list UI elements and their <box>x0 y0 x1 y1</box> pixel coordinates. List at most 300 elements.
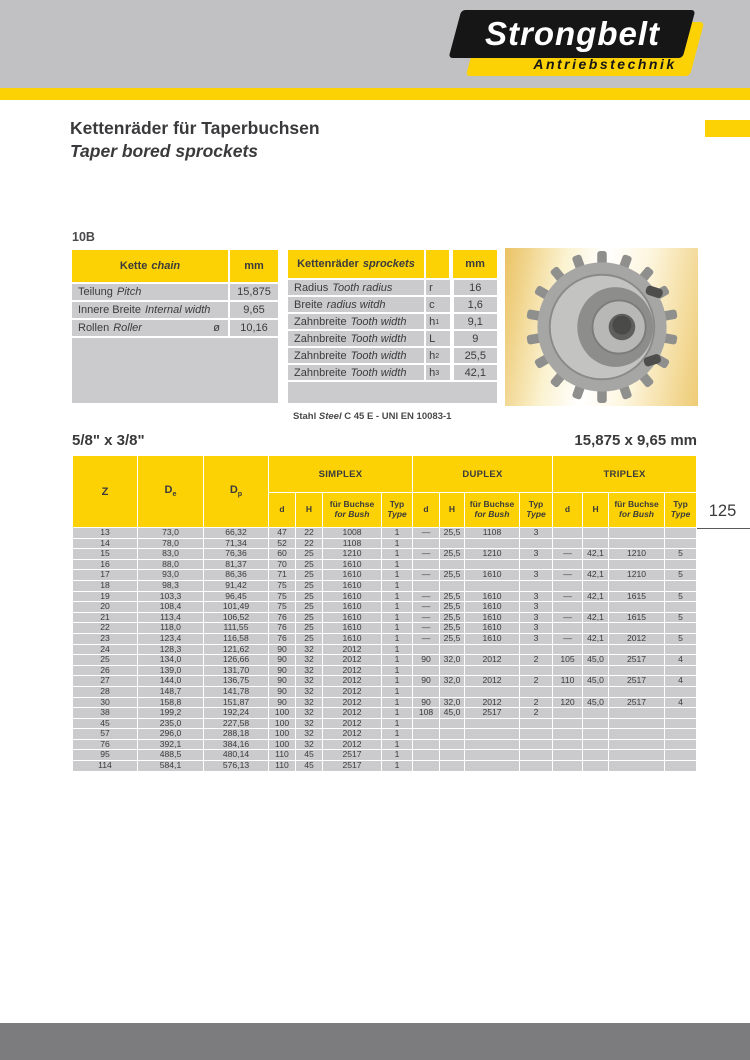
cell: 32,0 <box>440 655 464 665</box>
table-row <box>72 284 278 300</box>
col-typ: Typ Type <box>665 493 696 527</box>
cell: 13 <box>73 528 137 538</box>
cell: 22 <box>73 623 137 633</box>
cell <box>609 645 664 655</box>
cell <box>520 645 552 655</box>
cell <box>520 560 552 570</box>
cell <box>413 729 439 739</box>
cell: 2 <box>520 655 552 665</box>
cell: 90 <box>269 645 295 655</box>
cell: 76 <box>269 613 295 623</box>
cell: 139,0 <box>138 666 203 676</box>
cell: 114 <box>73 761 137 771</box>
cell: 32 <box>296 740 322 750</box>
cell: 32 <box>296 655 322 665</box>
cell <box>583 687 608 697</box>
cell <box>553 581 582 591</box>
cell <box>583 750 608 760</box>
cell: 86,36 <box>204 570 268 580</box>
cell: — <box>553 613 582 623</box>
cell: 392,1 <box>138 740 203 750</box>
cell: 3 <box>520 592 552 602</box>
page-number: 125 <box>708 502 737 520</box>
cell: 100 <box>269 719 295 729</box>
sprocket-illustration <box>526 251 678 403</box>
cell: 110 <box>269 750 295 760</box>
cell: 131,70 <box>204 666 268 676</box>
sprocket-unit-header: mm <box>453 250 497 278</box>
cell: 113,4 <box>138 613 203 623</box>
row-label: Zahnbreite Tooth width <box>288 331 424 346</box>
cell <box>553 687 582 697</box>
table-row <box>72 320 278 336</box>
cell <box>609 761 664 771</box>
cell <box>553 528 582 538</box>
table-row <box>73 655 696 665</box>
col-bush: für Buchse for Bush <box>609 493 664 527</box>
cell: 1 <box>382 729 412 739</box>
table-filler <box>288 382 497 403</box>
table-row <box>73 549 696 559</box>
chain-header-en: chain <box>151 260 181 272</box>
cell <box>465 560 519 570</box>
cell: 2012 <box>323 698 381 708</box>
cell: 25,5 <box>440 602 464 612</box>
cell: 1610 <box>465 592 519 602</box>
row-value: 9 <box>454 331 497 346</box>
table-row <box>73 602 696 612</box>
header-yellow-band <box>0 88 750 100</box>
table-row <box>73 528 696 538</box>
cell <box>665 602 696 612</box>
cell: 90 <box>269 698 295 708</box>
cell <box>465 539 519 549</box>
chain-spec-table <box>72 250 278 403</box>
cell: 1210 <box>323 549 381 559</box>
cell <box>520 729 552 739</box>
cell <box>583 581 608 591</box>
cell <box>413 645 439 655</box>
table-row <box>73 592 696 602</box>
row-label: Zahnbreite Tooth width <box>288 314 424 329</box>
cell <box>413 666 439 676</box>
cell: 296,0 <box>138 729 203 739</box>
cell: 32 <box>296 676 322 686</box>
cell: 2517 <box>323 761 381 771</box>
table-row <box>73 613 696 623</box>
cell <box>465 645 519 655</box>
col-bush: für Buchse for Bush <box>465 493 519 527</box>
logo-black-shape <box>449 10 696 58</box>
cell <box>553 750 582 760</box>
table-filler <box>72 338 278 403</box>
cell <box>553 560 582 570</box>
cell: — <box>413 528 439 538</box>
table-row <box>72 302 278 318</box>
cell: — <box>553 634 582 644</box>
cell: 81,37 <box>204 560 268 570</box>
cell: 76,36 <box>204 549 268 559</box>
cell: 25 <box>296 581 322 591</box>
cell <box>520 539 552 549</box>
cell: 71,34 <box>204 539 268 549</box>
cell: 1210 <box>609 549 664 559</box>
chain-header-de: Kette <box>119 260 148 272</box>
cell <box>413 740 439 750</box>
cell <box>665 623 696 633</box>
cell <box>465 666 519 676</box>
table-row <box>288 314 497 329</box>
cell: 101,49 <box>204 602 268 612</box>
cell: 2517 <box>609 676 664 686</box>
cell: 73,0 <box>138 528 203 538</box>
cell <box>520 666 552 676</box>
cell: 32 <box>296 687 322 697</box>
cell: 1610 <box>465 634 519 644</box>
col-typ: Typ Type <box>382 493 412 527</box>
cell: 25 <box>296 634 322 644</box>
cell: 123,4 <box>138 634 203 644</box>
cell <box>440 740 464 750</box>
row-symbol: c <box>426 297 449 312</box>
col-typ: Typ Type <box>520 493 552 527</box>
cell: 25 <box>296 570 322 580</box>
cell: 3 <box>520 634 552 644</box>
row-label: Radius Tooth radius <box>288 280 424 295</box>
cell: 75 <box>269 581 295 591</box>
cell: 66,32 <box>204 528 268 538</box>
cell <box>440 687 464 697</box>
cell: — <box>413 592 439 602</box>
cell <box>553 761 582 771</box>
cell: 1610 <box>323 634 381 644</box>
cell: 27 <box>73 676 137 686</box>
cell <box>520 581 552 591</box>
row-value: 1,6 <box>454 297 497 312</box>
cell: 1610 <box>323 602 381 612</box>
cell <box>583 761 608 771</box>
cell <box>583 602 608 612</box>
cell: 1 <box>382 719 412 729</box>
cell: 584,1 <box>138 761 203 771</box>
cell <box>665 539 696 549</box>
cell <box>520 687 552 697</box>
cell: 199,2 <box>138 708 203 718</box>
cell: 1610 <box>323 570 381 580</box>
cell <box>609 750 664 760</box>
cell <box>583 645 608 655</box>
col-d: d <box>269 493 295 527</box>
row-label: Zahnbreite Tooth width <box>288 348 424 363</box>
cell: 2012 <box>323 666 381 676</box>
cell: 1615 <box>609 592 664 602</box>
cell: 2 <box>520 708 552 718</box>
cell <box>609 581 664 591</box>
cell: 158,8 <box>138 698 203 708</box>
cell: — <box>413 570 439 580</box>
cell <box>440 729 464 739</box>
cell: 103,3 <box>138 592 203 602</box>
cell: 14 <box>73 539 137 549</box>
cell: — <box>553 549 582 559</box>
cell: 100 <box>269 729 295 739</box>
col-d: d <box>413 493 439 527</box>
cell: 1108 <box>323 539 381 549</box>
cell <box>665 719 696 729</box>
cell <box>665 560 696 570</box>
cell: 25,5 <box>440 549 464 559</box>
page-number-rule <box>697 528 750 529</box>
cell: 1 <box>382 676 412 686</box>
cell <box>665 666 696 676</box>
cell <box>413 687 439 697</box>
cell: 2012 <box>323 740 381 750</box>
row-value: 15,875 <box>230 284 278 300</box>
cell: 2012 <box>323 719 381 729</box>
cell: 136,75 <box>204 676 268 686</box>
table-row <box>73 666 696 676</box>
table-row <box>73 750 696 760</box>
cell: 1 <box>382 698 412 708</box>
cell: 25,5 <box>440 570 464 580</box>
cell <box>665 528 696 538</box>
cell <box>609 560 664 570</box>
cell: 90 <box>269 676 295 686</box>
cell: 45,0 <box>583 655 608 665</box>
cell <box>553 719 582 729</box>
cell: 1610 <box>323 581 381 591</box>
cell: 2012 <box>465 698 519 708</box>
cell: 2012 <box>323 645 381 655</box>
cell <box>413 560 439 570</box>
cell: 2012 <box>323 729 381 739</box>
edge-tab-marker <box>705 120 750 137</box>
table-row <box>288 297 497 312</box>
cell <box>440 539 464 549</box>
cell: 108 <box>413 708 439 718</box>
table-row <box>288 348 497 363</box>
cell: 23 <box>73 634 137 644</box>
cell: 4 <box>665 698 696 708</box>
table-row <box>73 719 696 729</box>
cell: 2012 <box>609 634 664 644</box>
cell: 20 <box>73 602 137 612</box>
cell: 95 <box>73 750 137 760</box>
cell <box>465 729 519 739</box>
cell <box>609 719 664 729</box>
cell: 3 <box>520 570 552 580</box>
cell: 30 <box>73 698 137 708</box>
table-row <box>73 570 696 580</box>
cell: 19 <box>73 592 137 602</box>
cell: 1 <box>382 687 412 697</box>
page-title-en: Taper bored sprockets <box>70 141 259 161</box>
cell: 1 <box>382 602 412 612</box>
page-title-de: Kettenräder für Taperbuchsen <box>70 118 320 138</box>
cell: 17 <box>73 570 137 580</box>
cell: 1 <box>382 655 412 665</box>
cell: 25 <box>296 602 322 612</box>
cell: 141,78 <box>204 687 268 697</box>
cell: 144,0 <box>138 676 203 686</box>
cell: 78,0 <box>138 539 203 549</box>
cell <box>665 708 696 718</box>
cell: 28 <box>73 687 137 697</box>
cell: 110 <box>553 676 582 686</box>
cell <box>609 539 664 549</box>
table-row <box>73 676 696 686</box>
cell <box>609 740 664 750</box>
cell: 96,45 <box>204 592 268 602</box>
cell: — <box>553 570 582 580</box>
cell: 1 <box>382 570 412 580</box>
cell: 57 <box>73 729 137 739</box>
col-h: H <box>440 493 464 527</box>
cell <box>465 687 519 697</box>
col-z: Z <box>73 456 137 527</box>
cell: 3 <box>520 528 552 538</box>
cell: 25,5 <box>440 623 464 633</box>
cell <box>665 581 696 591</box>
cell: 108,4 <box>138 602 203 612</box>
cell: 47 <box>269 528 295 538</box>
cell: 2 <box>520 698 552 708</box>
cell <box>440 719 464 729</box>
cell: 1 <box>382 549 412 559</box>
cell: 106,52 <box>204 613 268 623</box>
cell: 76 <box>73 740 137 750</box>
main-table-body <box>73 528 696 771</box>
cell: 1610 <box>465 602 519 612</box>
cell: 488,5 <box>138 750 203 760</box>
cell <box>609 729 664 739</box>
cell: — <box>553 592 582 602</box>
cell <box>465 581 519 591</box>
cell <box>440 750 464 760</box>
cell: 3 <box>520 602 552 612</box>
cell: 2517 <box>609 655 664 665</box>
cell: 5 <box>665 570 696 580</box>
cell: 1 <box>382 761 412 771</box>
cell: 1 <box>382 666 412 676</box>
cell: 45,0 <box>583 698 608 708</box>
cell: 32,0 <box>440 698 464 708</box>
cell: 45,0 <box>583 676 608 686</box>
cell <box>413 719 439 729</box>
section-label: 10B <box>72 230 95 244</box>
cell: 25,5 <box>440 592 464 602</box>
cell: 126,66 <box>204 655 268 665</box>
cell <box>583 528 608 538</box>
cell <box>609 687 664 697</box>
cell: 118,0 <box>138 623 203 633</box>
cell <box>553 729 582 739</box>
cell: 1 <box>382 592 412 602</box>
cell: 1008 <box>323 528 381 538</box>
cell: 111,55 <box>204 623 268 633</box>
sprocket-photo <box>505 248 698 406</box>
size-imperial: 5/8" x 3/8" <box>72 432 145 449</box>
cell: — <box>413 549 439 559</box>
cell <box>440 581 464 591</box>
table-row <box>73 581 696 591</box>
cell: 1108 <box>465 528 519 538</box>
cell: 1 <box>382 623 412 633</box>
cell: 26 <box>73 666 137 676</box>
cell: 2012 <box>323 708 381 718</box>
cell: 15 <box>73 549 137 559</box>
cell <box>440 666 464 676</box>
sprocket-rows-container <box>288 280 497 380</box>
group-duplex: DUPLEX <box>413 456 552 492</box>
col-h: H <box>296 493 322 527</box>
table-row <box>73 623 696 633</box>
cell <box>553 623 582 633</box>
cell: — <box>413 613 439 623</box>
cell: 45 <box>296 761 322 771</box>
cell: 52 <box>269 539 295 549</box>
cell: 1210 <box>609 570 664 580</box>
row-value: 25,5 <box>454 348 497 363</box>
cell: 1 <box>382 645 412 655</box>
cell: 22 <box>296 528 322 538</box>
cell: 32 <box>296 698 322 708</box>
cell: 2012 <box>465 655 519 665</box>
table-row <box>73 708 696 718</box>
cell <box>413 539 439 549</box>
cell <box>520 740 552 750</box>
cell <box>583 560 608 570</box>
table-row <box>288 365 497 380</box>
cell: 76 <box>269 634 295 644</box>
cell: 25 <box>296 560 322 570</box>
cell: 2012 <box>323 655 381 665</box>
cell: 1 <box>382 750 412 760</box>
cell: 76 <box>269 623 295 633</box>
cell <box>413 750 439 760</box>
col-dp: $D_p$ <box>204 456 268 527</box>
cell: 2517 <box>323 750 381 760</box>
row-label: Zahnbreite Tooth width <box>288 365 424 380</box>
cell: 45,0 <box>440 708 464 718</box>
cell: 5 <box>665 592 696 602</box>
cell: 25 <box>296 623 322 633</box>
table-row <box>73 740 696 750</box>
table-row <box>73 539 696 549</box>
cell: 121,62 <box>204 645 268 655</box>
cell <box>583 729 608 739</box>
cell <box>665 645 696 655</box>
chain-unit-header: mm <box>230 250 278 282</box>
cell: 192,24 <box>204 708 268 718</box>
cell: 25 <box>296 549 322 559</box>
cell: — <box>413 634 439 644</box>
cell: 480,14 <box>204 750 268 760</box>
table-row <box>73 634 696 644</box>
cell: 25,5 <box>440 613 464 623</box>
cell: 5 <box>665 634 696 644</box>
cell: 32 <box>296 645 322 655</box>
cell: 1610 <box>465 570 519 580</box>
cell <box>609 623 664 633</box>
table-row <box>288 331 497 346</box>
material-note: Stahl Steel C 45 E - UNI EN 10083-1 <box>293 411 452 422</box>
cell: 3 <box>520 613 552 623</box>
cell: 90 <box>269 655 295 665</box>
cell <box>440 560 464 570</box>
cell: 25,5 <box>440 528 464 538</box>
cell: 70 <box>269 560 295 570</box>
